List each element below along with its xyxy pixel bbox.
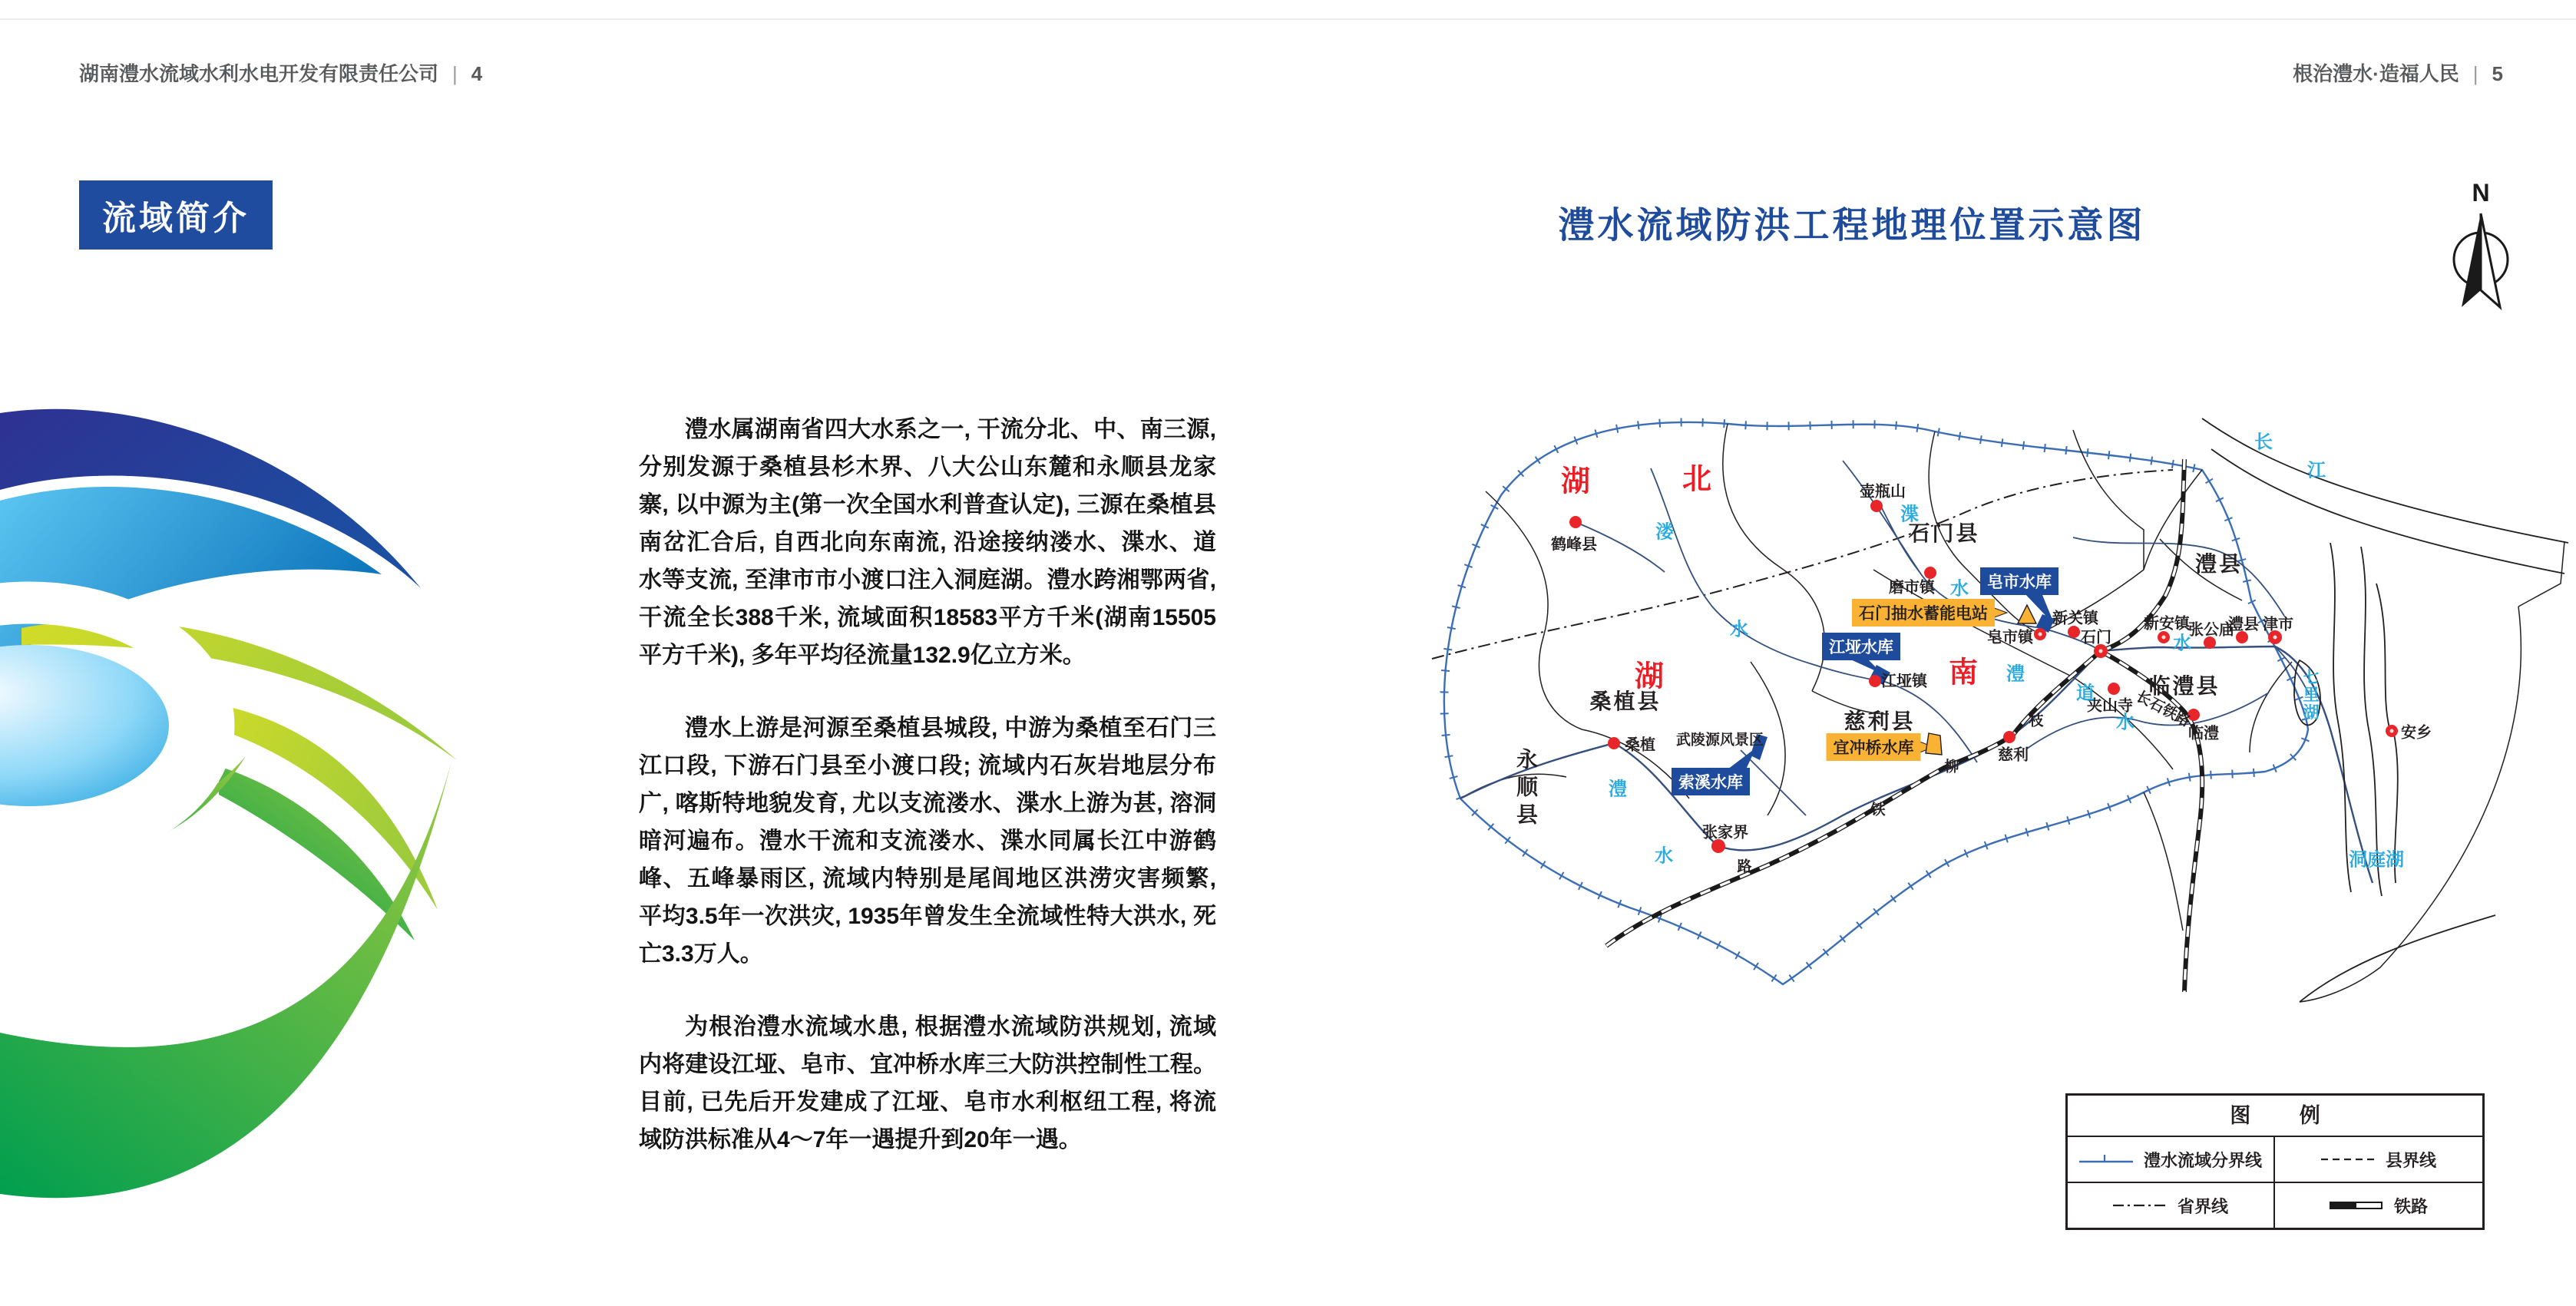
town-label-cili-city: 慈利 xyxy=(1998,746,2029,764)
town-label-lixian-city: 澧县 xyxy=(2228,616,2259,633)
county-label-sangzhi: 桑植县 xyxy=(1589,689,1662,713)
river-label-daoshui-2: 水 xyxy=(2116,712,2135,733)
county-label-yongshun: 永顺县 xyxy=(1514,748,1538,831)
shimen-pumped-station-icon xyxy=(2018,605,2036,623)
railway-label-zhi: 枝 xyxy=(2029,713,2044,729)
legend-label-basin: 澧水流域分界线 xyxy=(2143,1150,2262,1170)
county-label-linli: 临澧县 xyxy=(2148,674,2221,698)
legend-title: 图 例 xyxy=(2068,1096,2482,1137)
lake-label-dongtinghu: 洞庭湖 xyxy=(2349,849,2404,871)
county-label-cili: 慈利县 xyxy=(1844,709,1916,733)
basin-map xyxy=(1367,346,2576,1037)
town-label-xinan: 新安镇 xyxy=(2144,615,2190,633)
province-label-hubei-1: 湖 xyxy=(1560,465,1591,498)
river-label-xieshui-1: 渫 xyxy=(1900,504,1919,525)
header-right xyxy=(2293,58,2503,87)
river-label-lishui-mid-2: 水 xyxy=(2173,633,2191,654)
header-separator: | xyxy=(452,62,458,85)
legend-item-basin xyxy=(2068,1137,2275,1183)
province-label-hunan-1: 湖 xyxy=(1634,660,1665,693)
river-label-lishui-mid-1: 澧 xyxy=(2006,663,2025,685)
town-label-anxiang: 安乡 xyxy=(2401,724,2432,742)
province-label-hunan-2: 南 xyxy=(1948,656,1979,689)
town-label-moshi: 磨市镇 xyxy=(1889,579,1935,597)
river-label-lishui-upper-2: 水 xyxy=(1655,845,1673,867)
legend-item-province xyxy=(2068,1183,2275,1228)
page-number-left: 4 xyxy=(471,62,483,85)
county-label-shimen: 石门县 xyxy=(1908,521,1980,545)
company-name: 湖南澧水流域水利水电开发有限责任公司 xyxy=(79,62,439,85)
section-title: 流域简介 xyxy=(79,180,273,250)
legend-label-railway: 铁路 xyxy=(2393,1196,2428,1216)
town-label-jinshi: 津市 xyxy=(2263,616,2293,633)
paragraph-3: 为根治澧水流域水患, 根据澧水流域防洪规划, 流域内将建设江垭、皂市、宜冲桥水库三大防洪控制性工程。目前, 已先后开发建成了江垭、皂市水利枢纽工程, 将流域防洪标准从4～7年一遇提升到20年一遇。 xyxy=(639,1014,1216,1152)
river-label-daoshui-1: 道 xyxy=(2076,683,2095,704)
town-label-sangzhi-city: 桑植 xyxy=(1625,736,1655,754)
railway-label-tie: 铁 xyxy=(1870,802,1886,818)
town-label-zhanggongmiao: 张公庙 xyxy=(2188,621,2234,639)
river-label-changjiang-1: 长 xyxy=(2254,431,2273,453)
map-title: 澧水流域防洪工程地理位置示意图 xyxy=(1558,204,2146,246)
city-dots xyxy=(1569,500,2398,853)
reservoir-label-suoxi: 索溪水库 xyxy=(1672,768,1750,795)
legend-item-railway xyxy=(2275,1183,2482,1228)
compass-icon xyxy=(2446,175,2515,321)
town-label-hefeng: 鹤峰县 xyxy=(1551,536,1597,554)
river-label-loushui-1: 溇 xyxy=(1655,521,1674,543)
railway-label-liu: 柳 xyxy=(1944,759,1959,775)
county-line-icon xyxy=(2321,1153,2375,1165)
company-logo xyxy=(0,399,461,1251)
scenic-label-wulingyuan: 武陵源风景区 xyxy=(1675,732,1764,749)
town-label-hupingshan: 壶瓶山 xyxy=(1860,483,1906,501)
legend-label-county: 县界线 xyxy=(2385,1150,2436,1170)
province-line-icon xyxy=(2113,1199,2167,1212)
map-legend xyxy=(2065,1093,2485,1230)
paragraph-1: 澧水属湖南省四大水系之一, 干流分北、中、南三源, 分别发源于桑植县杉木界、八大公山东麓和永顺县龙家寨, 以中源为主(第一次全国水利普查认定), 三源在桑植县南岔汇合后, 自西北向东南流, 沿途接纳溇水、渫水、道水等支流, 至津市市小渡口注入洞庭湖。澧水跨湘鄂两省, 干流全长388千米, 流域面积18583平方千米(湖南15505平方千米), 多年平均径流量132.9亿立方米。 xyxy=(639,417,1216,668)
basin-introduction-text xyxy=(639,411,1216,1194)
slogan: 根治澧水·造福人民 xyxy=(2293,62,2459,85)
river-label-changjiang-2: 江 xyxy=(2307,460,2326,481)
compass-north-label: N xyxy=(2472,179,2490,207)
paragraph-2: 澧水上游是河源至桑植县城段, 中游为桑植至石门三江口段, 下游石门县至小渡口段; 流域内石灰岩地层分布广, 喀斯特地貌发育, 尤以支流溇水、渫水上游为甚, 溶洞暗河遍布。澧水干流和支流溇水、渫水同属长江中游鹤峰、五峰暴雨区, 流域内特别是尾闾地区洪涝灾害频繁, 平均3.5年一次洪灾, 1935年曾发生全流域性特大洪水, 死亡3.3万人。 xyxy=(639,716,1216,967)
town-label-jiangya: 江垭镇 xyxy=(1881,673,1927,690)
town-label-zaoshi: 皂市镇 xyxy=(1987,629,2033,646)
province-label-hubei-2: 北 xyxy=(1682,463,1712,496)
reservoir-label-zaoshi: 皂市水库 xyxy=(1980,567,2058,595)
basin-line-icon xyxy=(2079,1153,2133,1165)
header-left xyxy=(79,58,482,87)
railway-line-icon xyxy=(2330,1199,2383,1212)
yangtze-and-channels xyxy=(2202,418,2568,1002)
yichongqiao-dam-icon xyxy=(1926,733,1942,755)
railway-label-lu: 路 xyxy=(1737,858,1752,875)
town-label-zhangjiajie: 张家界 xyxy=(1702,824,1748,841)
town-label-linli-city: 临澧 xyxy=(2188,725,2219,742)
reservoir-label-jiangya: 江垭水库 xyxy=(1822,633,1900,660)
town-label-xinguan: 新关镇 xyxy=(2052,610,2098,627)
railway-label-changshi: 长石铁路 xyxy=(2133,688,2193,730)
town-label-shimen: 石门 xyxy=(2081,629,2111,646)
town-label-jiashansi: 夹山寺 xyxy=(2087,697,2133,715)
river-label-xieshui-2: 水 xyxy=(1950,578,1969,600)
province-boundary-line xyxy=(1432,470,2173,659)
header-separator-right: | xyxy=(2472,62,2478,85)
reservoir-label-yichongqiao: 宜冲桥水库 xyxy=(1827,733,1921,761)
county-label-lixian: 澧县 xyxy=(2194,552,2244,576)
legend-item-county xyxy=(2275,1137,2482,1183)
river-label-loushui-2: 水 xyxy=(1730,619,1748,640)
project-label-shimen-pumped-station: 石门抽水蓄能电站 xyxy=(1852,599,1995,627)
legend-label-province: 省界线 xyxy=(2177,1196,2228,1216)
page-top-edge xyxy=(0,18,2576,20)
river-label-lishui-upper-1: 澧 xyxy=(1609,779,1627,800)
page-number-right: 5 xyxy=(2492,62,2503,85)
lake-label-qilihu: 七里湖 xyxy=(2301,668,2319,722)
